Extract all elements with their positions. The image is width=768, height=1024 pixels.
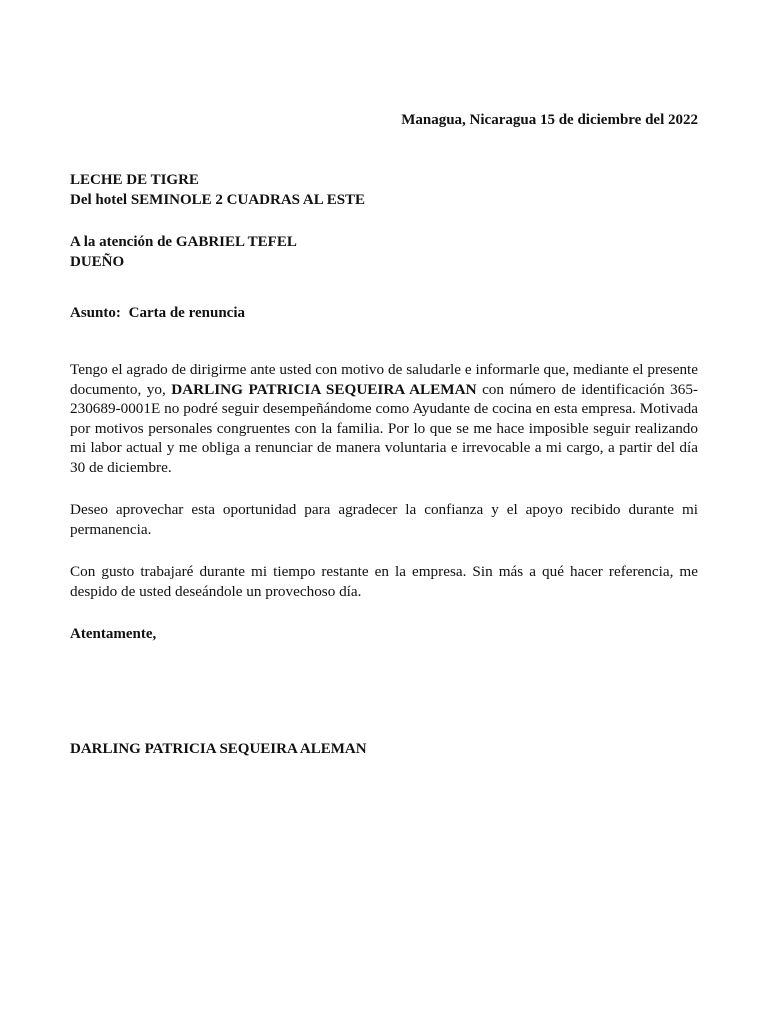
subject-text: Carta de renuncia	[128, 305, 245, 321]
date-line: Managua, Nicaragua 15 de diciembre del 2022	[401, 112, 698, 128]
employee-name: DARLING PATRICIA SEQUEIRA ALEMAN	[171, 380, 477, 398]
recipient-block	[70, 170, 698, 210]
body-p1-part2: con número de identificación 365-230689-0001E no podré seguir desempeñándome como Ayudante de cocina en esta empresa. Motivada por motivos personales congruentes con la familia. Por lo que se me hace imposible seguir realizando mi labor actual y me obliga a renunciar de manera voluntaria e irrevocable a mi cargo, a partir del día 30 de diciembre.	[70, 380, 698, 476]
body-paragraph-1	[70, 360, 698, 478]
signature-name: DARLING PATRICIA SEQUEIRA ALEMAN	[70, 741, 367, 757]
attention-block	[70, 232, 698, 272]
attention-line: A la atención de GABRIEL TEFEL	[70, 234, 297, 250]
subject-line	[70, 303, 698, 323]
closing: Atentamente,	[70, 626, 157, 642]
body-paragraph-2: Deseo aprovechar esta oportunidad para agradecer la confianza y el apoyo recibido durante mi permanencia.	[70, 501, 698, 538]
body-p1-part1: Tengo el agrado de dirigirme ante usted con motivo de saludarle e informarle que, mediante el presente documento, yo,	[70, 361, 698, 398]
subject-label: Asunto:	[70, 305, 121, 321]
body-paragraph-3: Con gusto trabajaré durante mi tiempo restante en la empresa. Sin más a qué hacer referencia, me despido de usted deseándole un provechoso día.	[70, 563, 698, 600]
recipient-address: Del hotel SEMINOLE 2 CUADRAS AL ESTE	[70, 192, 366, 208]
recipient-title: DUEÑO	[70, 254, 125, 270]
recipient-company: LECHE DE TIGRE	[70, 172, 199, 188]
